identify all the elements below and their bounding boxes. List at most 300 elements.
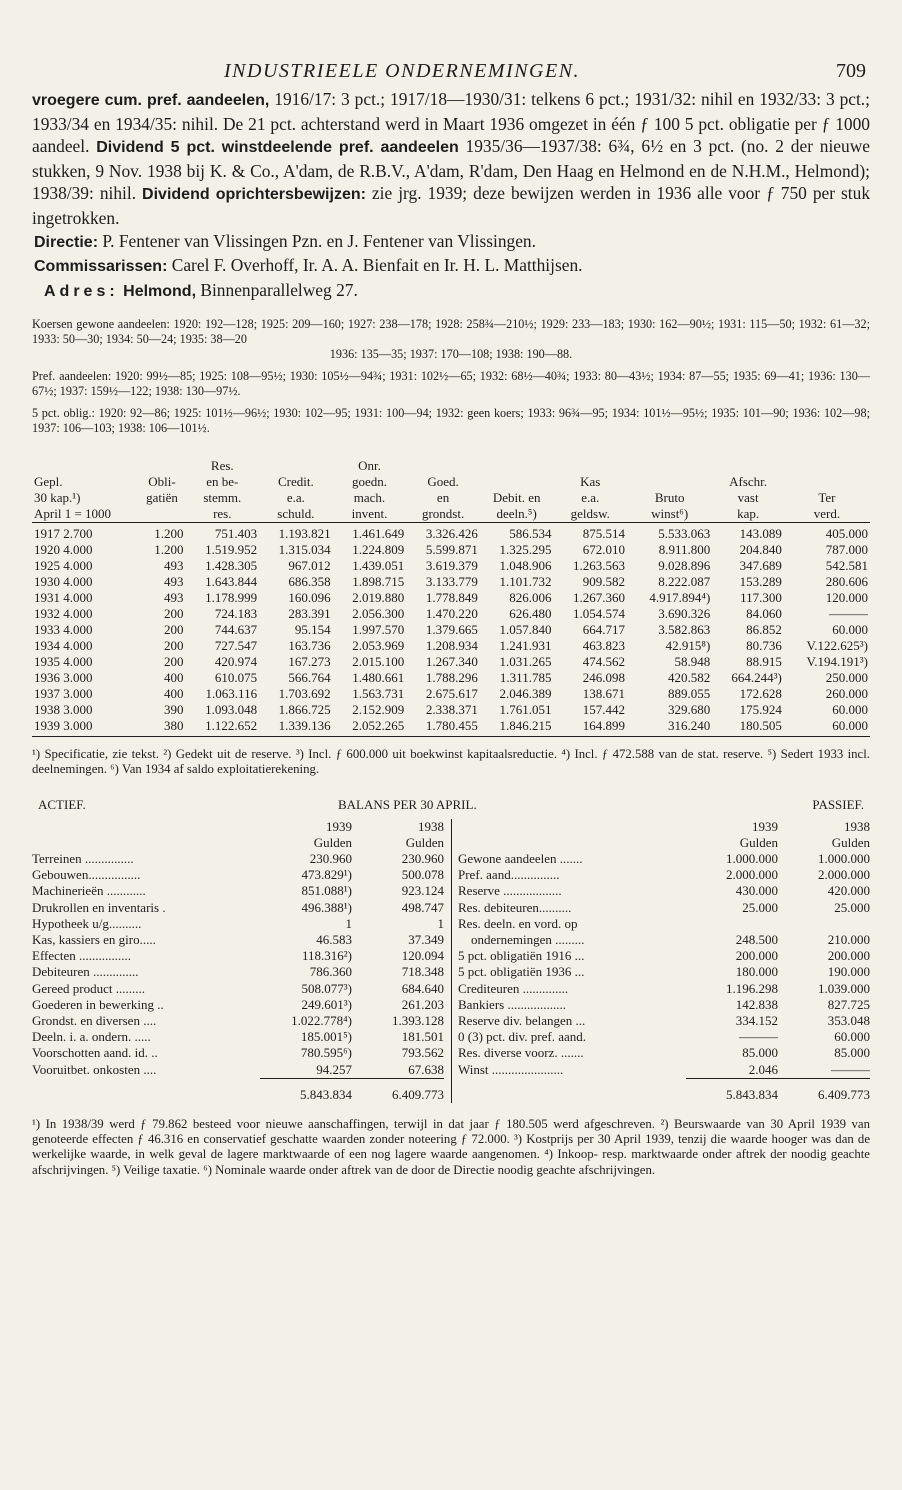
balance-value-1939: 230.960 (309, 850, 352, 866)
table-cell: 1933 4.000 (34, 621, 93, 637)
table-cell: 1.703.692 (278, 685, 331, 701)
koersen-gewone-end: 1936: 135—35; 1937: 170—108; 1938: 190—88. (329, 346, 573, 361)
table-cell: 180.505 (712, 718, 784, 737)
actief-side (32, 819, 444, 1103)
column-header: Onr. (358, 457, 381, 473)
table-cell: 1936 3.000 (34, 669, 93, 685)
column-header: Afschr. (729, 473, 768, 489)
table-cell: 1.178.999 (205, 589, 258, 605)
table-cell: 1.101.732 (499, 573, 552, 589)
unit-row (458, 835, 870, 851)
balance-value-1938: 60.000 (834, 1029, 870, 1045)
balance-label: Pref. aand............... (458, 867, 560, 883)
balance-value-1939: 185.001⁵) (300, 1029, 352, 1045)
table-cell: 2.053.969 (352, 637, 405, 653)
balance-value-1939: 1.196.298 (726, 980, 778, 996)
directie-label: Directie: (34, 233, 99, 251)
table-cell: 1.093.048 (205, 701, 258, 717)
table-cell: 250.000 (825, 669, 868, 685)
table-cell: 1.470.220 (425, 605, 478, 621)
table-cell: 1.439.051 (352, 557, 405, 573)
balance-value-1938: 718.348 (401, 964, 444, 980)
balance-row (32, 1029, 444, 1045)
column-header: res. (185, 506, 259, 523)
header-row (32, 506, 870, 523)
table-cell: 1934 4.000 (34, 637, 93, 653)
column-header: en be- (206, 473, 239, 489)
table-cell: 724.183 (214, 605, 258, 621)
balance-divider (451, 819, 452, 1103)
balance-value-1939: 248.500 (735, 931, 778, 947)
table-cell: 95.154 (294, 621, 331, 637)
balance-row (32, 1045, 444, 1061)
table-cell: 664.244³) (731, 669, 782, 685)
table-cell: ——— (829, 605, 868, 621)
balance-label: Res. deeln. en vord. op (458, 915, 578, 931)
table-cell: 2.015.100 (352, 653, 405, 669)
passief-title: PASSIEF. (812, 796, 864, 812)
balance-label: Deeln. i. a. ondern. ..... (32, 1029, 151, 1045)
book-page (32, 58, 870, 1178)
table-cell: 2.056.300 (352, 605, 405, 621)
column-header: goedn. (351, 473, 387, 489)
table-cell: 1.224.809 (352, 541, 405, 557)
table-row (32, 558, 870, 574)
unit-row (32, 835, 444, 851)
balance-title: BALANS PER 30 APRIL. (338, 796, 477, 812)
table-cell: 3.582.863 (658, 621, 711, 637)
balance-value-1939: 180.000 (735, 964, 778, 980)
column-header: winst⁶) (627, 506, 712, 523)
table-cell: 1.997.570 (352, 621, 405, 637)
column-header (480, 474, 554, 490)
table-cell: 58.948 (674, 653, 711, 669)
balance-value-1938: 1.393.128 (392, 1012, 444, 1028)
year-header-row (458, 819, 870, 835)
column-header (784, 458, 870, 474)
balance-label: Grondst. en diversen .... (32, 1012, 157, 1028)
balance-value-1938: 1.039.000 (818, 980, 870, 996)
table-cell: 153.289 (739, 573, 782, 589)
unit-label: Gulden (405, 834, 444, 850)
balance-value-1939: 508.077³) (301, 980, 352, 996)
table-row (32, 718, 870, 737)
column-header: Credit. (278, 473, 314, 489)
table-cell: 2.675.617 (425, 685, 478, 701)
balance-value-1939: 1 (345, 915, 352, 931)
column-header: vast (737, 489, 759, 505)
balance-row (458, 900, 870, 916)
spacer-cell (32, 835, 260, 851)
balance-label: ondernemingen ......... (458, 931, 585, 947)
balance-row (32, 997, 444, 1013)
table-cell: 400 (163, 685, 184, 701)
table-cell: 586.534 (509, 525, 552, 541)
table-cell: 1920 4.000 (34, 541, 93, 557)
balance-row (458, 867, 870, 883)
balance-label: Gereed product ......... (32, 980, 145, 996)
balance-header (32, 797, 870, 815)
balance-value-1939: 473.829¹) (301, 867, 352, 883)
balance-label: Winst ...................... (458, 1061, 564, 1077)
total-1939: 5.843.834 (260, 1078, 352, 1103)
balance-label: Reserve div. belangen ... (458, 1012, 586, 1028)
table-cell: 280.606 (825, 573, 868, 589)
column-header (480, 458, 554, 474)
table-cell: 80.736 (746, 637, 782, 653)
table-cell: 167.273 (288, 653, 331, 669)
dividend-paragraph (32, 88, 870, 230)
balance-value-1938: 923.124 (401, 883, 444, 899)
balance-value-1938: 420.000 (827, 883, 870, 899)
spacer-cell (32, 819, 260, 835)
adres-label: Adres: (44, 282, 119, 300)
table-cell: 204.840 (739, 541, 782, 557)
spacer-cell (458, 1078, 686, 1103)
oprichters-label: Dividend oprichtersbewijzen: (142, 186, 366, 204)
table-cell: 2.019.880 (352, 589, 405, 605)
balance-row (458, 1013, 870, 1029)
column-header: e.a. (286, 489, 305, 505)
table-cell: 60.000 (832, 621, 868, 637)
table-cell: 542.581 (825, 557, 868, 573)
column-header (138, 506, 185, 523)
column-header: Bruto (654, 489, 685, 505)
balance-value-1938: 120.094 (401, 948, 444, 964)
table-cell: 1.054.574 (573, 605, 626, 621)
balance-row (458, 1045, 870, 1061)
table-cell: 88.915 (746, 653, 782, 669)
column-header: stemm. (203, 489, 242, 505)
table-cell: 1.778.849 (425, 589, 478, 605)
unit-label: Gulden (831, 834, 870, 850)
table-cell: 1938 3.000 (34, 701, 93, 717)
table-cell: 117.300 (740, 589, 782, 605)
table-cell: 727.547 (214, 637, 258, 653)
balance-value-1938: 498.747 (401, 899, 444, 915)
commissarissen-label: Commissarissen: (34, 258, 168, 276)
table-cell: 138.671 (582, 685, 626, 701)
table-cell: 1.788.296 (425, 669, 478, 685)
table-row (32, 522, 870, 542)
table-cell: 3.326.426 (425, 525, 478, 541)
balance-row (458, 851, 870, 867)
table-cell: 826.006 (509, 589, 552, 605)
table-cell: 8.911.800 (658, 541, 711, 557)
table-cell: 1.519.952 (205, 541, 258, 557)
directie-text: P. Fentener van Vlissingen Pzn. en J. Fentener van Vlissingen. (98, 230, 536, 251)
balance-value-1938: 793.562 (401, 1045, 444, 1061)
balance-value-1938: 261.203 (401, 996, 444, 1012)
balance-row (458, 916, 870, 932)
balance-value-1938: 25.000 (834, 899, 870, 915)
balance-value-1938: 1 (437, 915, 444, 931)
table-cell: 347.689 (739, 557, 782, 573)
table-cell: 5.533.063 (658, 525, 711, 541)
column-header: Ter (818, 489, 836, 505)
balance-value-1939: 118.316²) (302, 948, 352, 964)
balance-value-1939: 851.088¹) (301, 883, 352, 899)
column-header: kap. (712, 506, 784, 523)
year-1938: 1938 (418, 818, 444, 834)
table-cell: 4.917.894⁴) (649, 589, 711, 605)
column-header (553, 458, 627, 474)
balance-row (32, 867, 444, 883)
balance-label: Crediteuren .............. (458, 980, 569, 996)
table-row (32, 542, 870, 558)
column-header: schuld. (259, 506, 333, 523)
header-row (32, 474, 870, 490)
balance-label: Res. diverse voorz. ....... (458, 1045, 584, 1061)
balance-value-1939: 94.257 (316, 1061, 352, 1077)
balance-row (32, 1013, 444, 1029)
table-cell: 751.403 (214, 525, 258, 541)
balance-row (32, 851, 444, 867)
table-cell: 1917 2.700 (34, 525, 93, 541)
balance-value-1939: 200.000 (735, 948, 778, 964)
table-cell: 200 (163, 605, 184, 621)
total-1939: 5.843.834 (686, 1078, 778, 1103)
table-cell: 1.263.563 (573, 557, 626, 573)
table-cell: 172.628 (739, 685, 782, 701)
table-cell: 420.974 (214, 653, 258, 669)
balance-sheet (32, 797, 870, 1103)
page-number: 709 (836, 60, 866, 82)
koersen-block (32, 317, 870, 435)
column-header: Kas (580, 473, 601, 489)
column-header (138, 458, 185, 474)
unit-label: Gulden (313, 834, 352, 850)
koersen-oblig: 5 pct. oblig.: 1920: 92—86; 1925: 101½—96½; 1930: 102—95; 1931: 100—94; 1932: geen koers; 1933: 96¾—95; 1934: 101½—95½; 1935: 101—90; 1936: 102—98; 1937: 106—103; 1938: 106—101½. (32, 406, 870, 435)
column-header: Obli- (148, 473, 176, 489)
column-header (627, 474, 712, 490)
table-cell: 1.761.051 (499, 701, 552, 717)
balance-label: Terreinen ............... (32, 850, 134, 866)
table-cell: 1.461.649 (352, 525, 405, 541)
spacer-cell (458, 819, 686, 835)
balance-value-1938: 181.501 (401, 1029, 444, 1045)
balance-row (32, 948, 444, 964)
table-cell: 283.391 (288, 605, 331, 621)
total-1938: 6.409.773 (778, 1078, 870, 1103)
table-row (32, 686, 870, 702)
balance-label: Hypotheek u/g.......... (32, 915, 142, 931)
table-cell: 1.480.661 (352, 669, 405, 685)
balance-value-1939: 142.838 (735, 996, 778, 1012)
table-cell: 744.637 (214, 621, 258, 637)
table-cell: 120.000 (825, 589, 868, 605)
column-header: deeln.⁵) (480, 506, 554, 523)
balance-row (32, 932, 444, 948)
table-cell: 1932 4.000 (34, 605, 93, 621)
balance-label: Drukrollen en inventaris . (32, 899, 166, 915)
table-cell: 1925 4.000 (34, 557, 93, 573)
column-header (32, 458, 138, 474)
table-cell: 610.075 (214, 669, 258, 685)
table-footnotes-text: ¹) Specificatie, zie tekst. ²) Gedekt uit de reserve. ³) Incl. ƒ 600.000 uit boekwinst kapitaalsreductie. ⁴) Incl. ƒ 472.588 van de stat. reserve. ⁵) Sedert 1933 incl. deelnemingen. ⁶) Van 1934 af saldo exploitatierekening. (32, 746, 870, 776)
balance-value-1938: ——— (831, 1061, 870, 1077)
balance-value-1939: ——— (739, 1029, 778, 1045)
table-cell: 1.866.725 (278, 701, 331, 717)
year-1939: 1939 (326, 818, 352, 834)
table-cell: 1939 3.000 (32, 718, 138, 737)
balance-value-1938: 200.000 (827, 948, 870, 964)
balance-value-1938: 684.640 (401, 980, 444, 996)
balance-row (32, 916, 444, 932)
table-cell: 160.096 (288, 589, 331, 605)
table-cell: 60.000 (784, 718, 870, 737)
table-cell: 380 (138, 718, 185, 737)
column-header: Debit. en (492, 489, 541, 505)
header-row (32, 490, 870, 506)
table-cell: 5.599.871 (425, 541, 478, 557)
table-cell: 9.028.896 (658, 557, 711, 573)
balance-label: Bankiers .................. (458, 996, 566, 1012)
column-header (259, 458, 333, 474)
table-cell: 909.582 (582, 573, 626, 589)
dividend-text: 1935/36—1937/38: 6¾, 6½ en 3 pct. (no. 2 der nieuwe stukken, 9 Nov. 1938 bij K. & Co., A'dam, de R.B.V., A'dam, R'dam, Den Haag en Helmond en de N.H.M., Helmond); 1938/39: nihil. (32, 136, 870, 204)
column-header: Res. (210, 457, 234, 473)
balance-value-1939: 46.583 (316, 931, 352, 947)
balance-value-1939: 1.000.000 (726, 850, 778, 866)
balance-label: 5 pct. obligatiën 1936 ... (458, 964, 585, 980)
table-cell: 1.122.652 (185, 718, 259, 737)
table-cell: 1.267.340 (425, 653, 478, 669)
table-cell: 84.060 (746, 605, 782, 621)
table-row (32, 606, 870, 622)
table-cell: 1.428.305 (205, 557, 258, 573)
column-header: geldsw. (553, 506, 627, 523)
pref-label: vroegere cum. pref. aandeelen, (32, 92, 270, 109)
balance-row (32, 900, 444, 916)
table-cell: 875.514 (582, 525, 626, 541)
balance-label: Vooruitbet. onkosten .... (32, 1061, 157, 1077)
column-header: en (436, 489, 450, 505)
table-cell: 3.133.779 (425, 573, 478, 589)
table-cell: 1.200 (154, 525, 184, 541)
column-header: Goed. (427, 473, 459, 489)
column-header: e.a. (581, 489, 600, 505)
passief-side (458, 819, 870, 1103)
balance-label: Debiteuren .............. (32, 964, 139, 980)
column-header (712, 458, 784, 474)
balance-value-1939: 2.000.000 (726, 867, 778, 883)
balance-value-1938 (778, 916, 870, 932)
table-cell: 1931 4.000 (34, 589, 93, 605)
column-header: invent. (333, 506, 407, 523)
table-cell: 1.325.295 (499, 541, 552, 557)
table-cell: V.122.625³) (806, 637, 868, 653)
pref-text: 1916/17: 3 pct.; 1917/18—1930/31: telkens 6 pct.; 1931/32: nihil en 1932/33: 3 pct.; 1933/34 en 1934/35: nihil. De 21 pct. achterstand werd in Maart 1936 omgezet in één ƒ 100 5 pct. obligatie per ƒ 1000 aandeel. (32, 89, 870, 157)
balance-label: 5 pct. obligatiën 1916 ... (458, 948, 585, 964)
balance-total-row (458, 1078, 870, 1103)
table-row (32, 590, 870, 606)
balance-label: Res. debiteuren.......... (458, 899, 572, 915)
balance-value-1938: 210.000 (827, 931, 870, 947)
table-cell: 2.046.389 (499, 685, 552, 701)
table-cell: 787.000 (825, 541, 868, 557)
balance-row (458, 997, 870, 1013)
balance-row (458, 883, 870, 899)
table-cell: 1.898.715 (352, 573, 405, 589)
table-cell: 405.000 (825, 525, 868, 541)
dividend-label: Dividend 5 pct. winstdeelende pref. aandeelen (96, 139, 459, 157)
balance-row (458, 964, 870, 980)
table-cell: 672.010 (582, 541, 626, 557)
balance-row (458, 981, 870, 997)
balance-value-1939: 780.595⁶) (300, 1045, 352, 1061)
table-cell: 1.031.265 (499, 653, 552, 669)
balance-value-1939: 786.360 (309, 964, 352, 980)
balance-row (32, 964, 444, 980)
balance-row (32, 1062, 444, 1079)
adres-city: Helmond, (118, 282, 197, 300)
table-cell: 1.339.136 (259, 718, 333, 737)
table-cell: 316.240 (627, 718, 712, 737)
balance-value-1939: 1.022.778⁴) (291, 1012, 352, 1028)
table-cell: 1.200 (154, 541, 184, 557)
commissarissen-text: Carel F. Overhoff, Ir. A. A. Bienfait en Ir. H. L. Matthijsen. (167, 255, 583, 276)
table-cell: 8.222.087 (658, 573, 711, 589)
table-cell: 200 (163, 621, 184, 637)
year-header-row (32, 819, 444, 835)
balance-label: Goederen in bewerking .. (32, 996, 164, 1012)
table-cell: 164.899 (553, 718, 627, 737)
table-cell: 246.098 (582, 669, 626, 685)
table-cell: 175.924 (739, 701, 782, 717)
column-header: April 1 = 1000 (32, 506, 138, 523)
column-header (406, 458, 480, 474)
table-cell: 260.000 (825, 685, 868, 701)
table-cell: 1.208.934 (425, 637, 478, 653)
table-cell: 86.852 (746, 621, 782, 637)
balance-value-1938: 2.000.000 (818, 867, 870, 883)
table-cell: 200 (163, 637, 184, 653)
table-cell: 1.057.840 (499, 621, 552, 637)
table-cell: 2.052.265 (333, 718, 407, 737)
table-cell: 493 (163, 557, 184, 573)
balance-row (458, 1062, 870, 1079)
table-cell: 1.048.906 (499, 557, 552, 573)
balance-value-1938: 85.000 (834, 1045, 870, 1061)
balance-value-1939: 430.000 (735, 883, 778, 899)
balance-total-row (32, 1078, 444, 1103)
balance-row (458, 948, 870, 964)
table-cell: 1.193.821 (278, 525, 331, 541)
column-header: Gepl. (34, 473, 63, 489)
table-cell: 143.089 (739, 525, 782, 541)
table-cell: 1937 3.000 (34, 685, 93, 701)
table-cell: 1.063.116 (205, 685, 258, 701)
balance-value-1938: 1.000.000 (818, 850, 870, 866)
table-cell: 390 (163, 701, 184, 717)
table-row (32, 638, 870, 654)
actief-title: ACTIEF. (38, 796, 86, 812)
directie-line (32, 230, 870, 255)
column-header: verd. (784, 506, 870, 523)
balance-value-1939: 2.046 (748, 1061, 778, 1077)
balance-value-1938: 67.638 (408, 1061, 444, 1077)
table-row (32, 654, 870, 670)
column-header: gatiën (146, 489, 178, 505)
header-row (32, 458, 870, 474)
history-table (32, 458, 870, 737)
table-cell: 420.582 (668, 669, 711, 685)
table-cell: 200 (163, 653, 184, 669)
balance-row (32, 883, 444, 899)
balance-label: Gebouwen................ (32, 867, 141, 883)
table-cell: 1.780.455 (406, 718, 480, 737)
